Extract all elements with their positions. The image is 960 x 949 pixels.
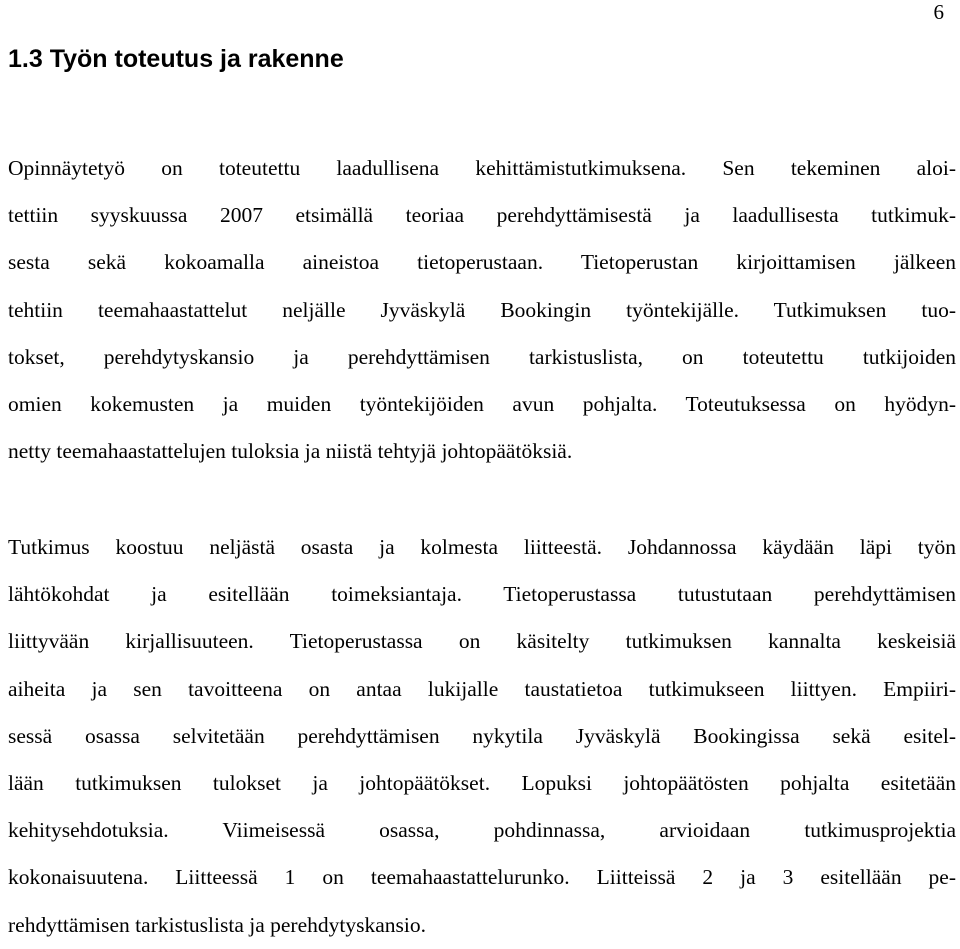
paragraph-2-line: kokonaisuutena. Liitteessä 1 on teemahaastattelurunko. Liitteissä 2 ja 3 esitellään pe-: [8, 865, 956, 890]
paragraph-2-line: liittyvään kirjallisuuteen. Tietoperustassa on käsitelty tutkimuksen kannalta keskeisiä: [8, 629, 956, 654]
paragraph-2-line: lään tutkimuksen tulokset ja johtopäätökset. Lopuksi johtopäätösten pohjalta esitetään: [8, 770, 956, 795]
paragraph-1-line: tehtiin teemahaastattelut neljälle Jyväskylä Bookingin työntekijälle. Tutkimuksen tuo-: [8, 297, 956, 322]
section-heading: 1.3 Työn toteutus ja rakenne: [8, 45, 344, 73]
paragraph-1-line: sesta sekä kokoamalla aineistoa tietoperustaan. Tietoperustan kirjoittamisen jälkeen: [8, 250, 956, 275]
paragraph-1: [8, 145, 956, 475]
paragraph-2-line: aiheita ja sen tavoitteena on antaa lukijalle taustatietoa tutkimukseen liittyen. Empiiri-: [8, 676, 956, 701]
paragraph-2-line: kehitysehdotuksia. Viimeisessä osassa, pohdinnassa, arvioidaan tutkimusprojektia: [8, 818, 956, 843]
paragraph-2-line: rehdyttämisen tarkistuslista ja perehdytyskansio.: [8, 912, 426, 937]
paragraph-1-line: omien kokemusten ja muiden työntekijöiden avun pohjalta. Toteutuksessa on hyödyn-: [8, 391, 956, 416]
page-number: 6: [933, 0, 944, 24]
paragraph-1-line: tokset, perehdytyskansio ja perehdyttämisen tarkistuslista, on toteutettu tutkijoiden: [8, 344, 956, 369]
paragraph-2-line: sessä osassa selvitetään perehdyttämisen nykytila Jyväskylä Bookingissa sekä esitel-: [8, 723, 956, 748]
paragraph-2: [8, 524, 956, 949]
paragraph-1-line: Opinnäytetyö on toteutettu laadullisena kehittämistutkimuksena. Sen tekeminen aloi-: [8, 156, 956, 180]
paragraph-1-line: tettiin syyskuussa 2007 etsimällä teoriaa perehdyttämisestä ja laadullisesta tutkimuk-: [8, 203, 956, 228]
paragraph-2-line: lähtökohdat ja esitellään toimeksiantaja. Tietoperustassa tutustutaan perehdyttämisen: [8, 582, 956, 607]
paragraph-2-line: Tutkimus koostuu neljästä osasta ja kolmesta liitteestä. Johdannossa käydään läpi työn: [8, 535, 956, 559]
paragraph-1-line: netty teemahaastattelujen tuloksia ja niistä tehtyjä johtopäätöksiä.: [8, 439, 573, 464]
